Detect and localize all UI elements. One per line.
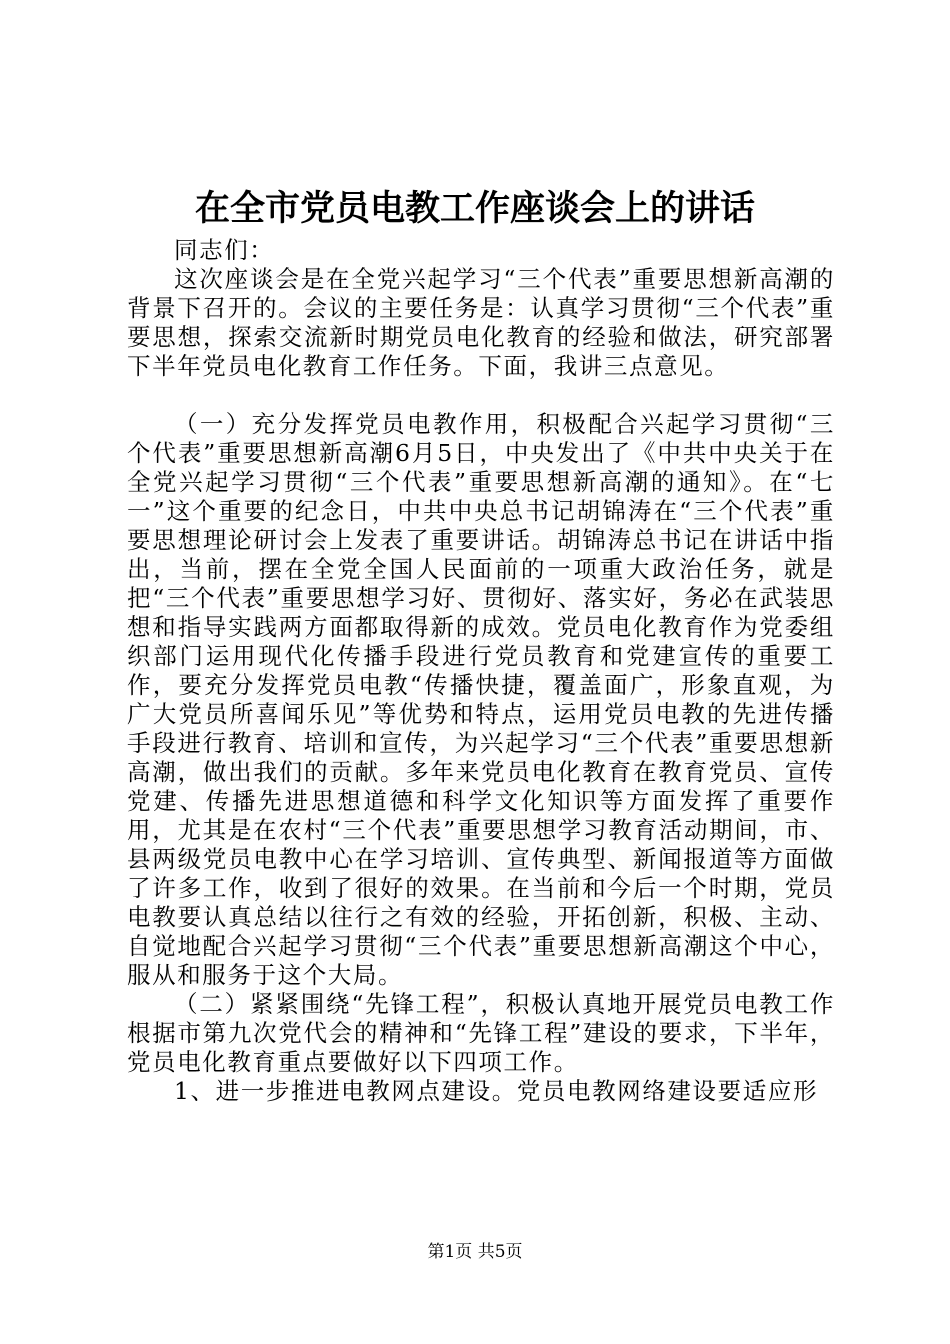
paragraph-intro: 这次座谈会是在全党兴起学习“三个代表”重要思想新高潮的背景下召开的。会议的主要任务是：认真学习贯彻“三个代表”重要思想，探索交流新时期党员电化教育的经验和做法，研究部署下半年党员电化教育工作任务。下面，我讲三点意见。 [127, 265, 835, 380]
paragraph-section-one: （一）充分发挥党员电教作用，积极配合兴起学习贯彻“三个代表”重要思想新高潮6月5日，中央发出了《中共中央关于在全党兴起学习贯彻“三个代表”重要思想新高潮的通知》。在“七一”这个重要的纪念日，中共中央总书记胡锦涛在“三个代表”重要思想理论研讨会上发表了重要讲话。胡锦涛总书记在讲话中指出，当前，摆在全党全国人民面前的一项重大政治任务，就是把“三个代表”重要思想学习好、贯彻好、落实好，务必在武装思想和指导实践两方面都取得新的成效。党员电化教育作为党委组织部门运用现代化传播手段进行党员教育和党建宣传的重要工作，要充分发挥党员电教“传播快捷，覆盖面广，形象直观，为广大党员所喜闻乐见”等优势和特点，运用党员电教的先进传播手段进行教育、培训和宣传，为兴起学习“三个代表”重要思想新高潮，做出我们的贡献。多年来党员电化教育在教育党员、宣传党建、传播先进思想道德和科学文化知识等方面发挥了重要作用，尤其是在农村“三个代表”重要思想学习教育活动期间，市、县两级党员电教中心在学习培训、宣传典型、新闻报道等方面做了许多工作，收到了很好的效果。在当前和今后一个时期，党员电教要认真总结以往行之有效的经验，开拓创新，积极、主动、自觉地配合兴起学习贯彻“三个代表”重要思想新高潮这个中心，服从和服务于这个大局。 [127, 410, 835, 989]
salutation: 同志们： [174, 236, 275, 264]
document-title: 在全市党员电教工作座谈会上的讲话 [194, 188, 755, 229]
paragraph-section-two: （二）紧紧围绕“先锋工程”，积极认真地开展党员电教工作根据市第九次党代会的精神和“先锋工程”建设的要求，下半年，党员电化教育重点要做好以下四项工作。 [127, 990, 835, 1076]
document-body [127, 236, 835, 1106]
page-number: 第1页 共5页 [427, 1242, 523, 1262]
paragraph-item-one: 1、进一步推进电教网点建设。党员电教网络建设要适应形 [174, 1077, 819, 1105]
